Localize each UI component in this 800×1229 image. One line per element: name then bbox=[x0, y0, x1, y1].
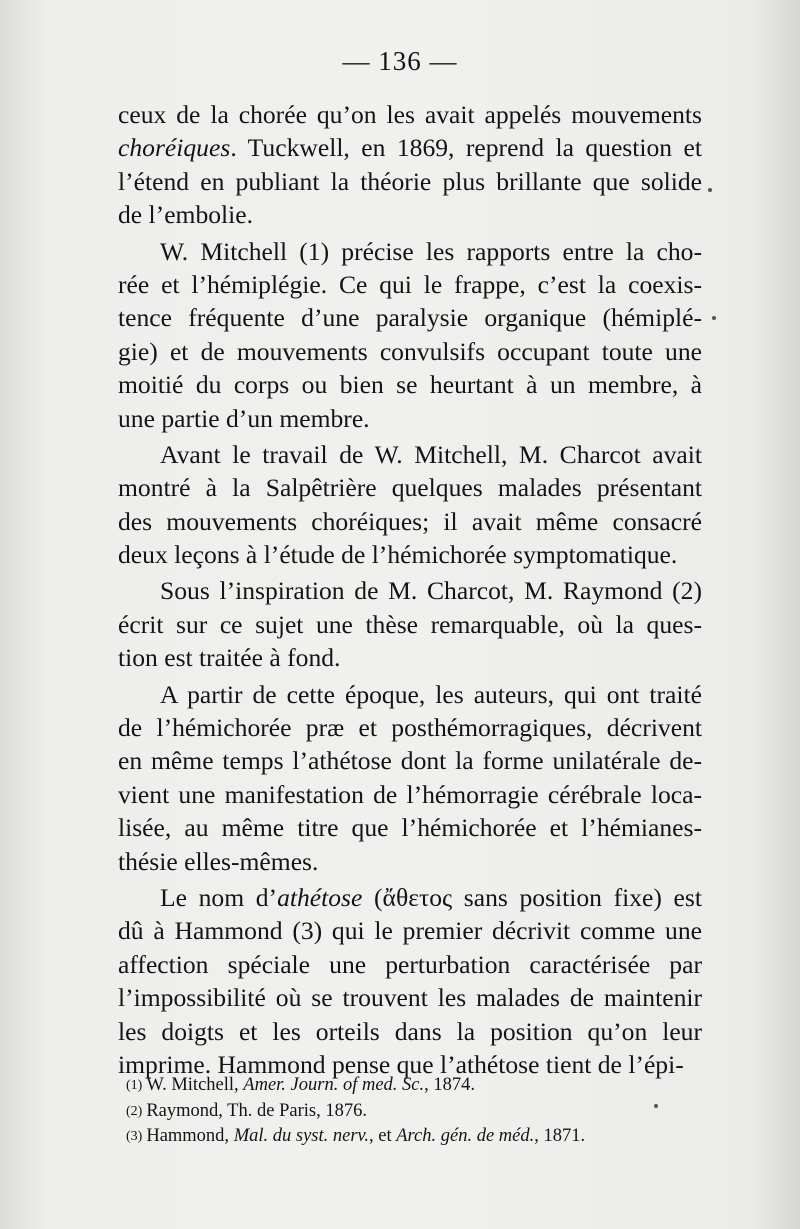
text-line: affection spéciale une perturbation caractérisée par bbox=[118, 949, 702, 979]
footnote bbox=[126, 1124, 686, 1150]
text-line: montré à la Salpêtrière quelques malades présentant bbox=[118, 473, 702, 503]
text-line: imprime. Hammond pense que l’athétose tient de l’épi- bbox=[118, 1049, 684, 1079]
text-line: thésie elles-mêmes. bbox=[118, 846, 319, 876]
footnote bbox=[126, 1073, 686, 1099]
text-line: deux leçons à l’étude de l’hémichorée symptomatique. bbox=[118, 540, 678, 570]
paragraph bbox=[118, 438, 702, 572]
paragraph bbox=[118, 235, 702, 435]
footnotes bbox=[126, 1073, 686, 1150]
footnote-text: W. Mitchell, Amer. Journ. of med. Sc., 1874. bbox=[146, 1075, 476, 1095]
text-line: Sous l’inspiration de M. Charcot, M. Raymond (2) bbox=[160, 576, 702, 606]
text-line: de l’hémichorée præ et posthémorragiques, décrivent bbox=[118, 713, 702, 743]
paragraph bbox=[118, 678, 702, 878]
text-line: de l’embolie. bbox=[118, 200, 254, 230]
footnote-number: (3) bbox=[126, 1129, 143, 1144]
text-line: moitié du corps ou bien se heurtant à un membre, à bbox=[118, 370, 702, 400]
text-line: les doigts et les orteils dans la position qu’on leur bbox=[118, 1016, 702, 1046]
text-line: Avant le travail de W. Mitchell, M. Charcot avait bbox=[160, 439, 702, 469]
text-line: Le nom d’athétose (ἄθετος sans position fixe) est bbox=[160, 882, 702, 912]
paragraph bbox=[118, 98, 702, 232]
text-line: rée et l’hémiplégie. Ce qui le frappe, c’est la coexis- bbox=[118, 269, 702, 299]
text-line: choréiques. Tuckwell, en 1869, reprend la question et bbox=[118, 133, 702, 163]
text-line: l’étend en publiant la théorie plus brillante que solide bbox=[118, 166, 702, 196]
text-line: lisée, au même titre que l’hémichorée et l’hémianes- bbox=[118, 813, 702, 843]
footnote bbox=[126, 1099, 686, 1125]
page-number: — 136 — bbox=[342, 46, 458, 76]
text-line: écrit sur ce sujet une thèse remarquable, où la ques- bbox=[118, 609, 702, 639]
text-line: tence fréquente d’une paralysie organique (hémiplé- bbox=[118, 303, 702, 333]
paragraph bbox=[118, 574, 702, 674]
text-line: dû à Hammond (3) qui le premier décrivit comme une bbox=[118, 916, 702, 946]
text-line: gie) et de mouvements convulsifs occupant toute une bbox=[118, 336, 702, 366]
text-line: ceux de la chorée qu’on les avait appelés mouvements bbox=[118, 100, 702, 129]
text-line: A partir de cette époque, les auteurs, qui ont traité bbox=[160, 679, 702, 709]
text-line: en même temps l’athétose dont la forme unilatérale de- bbox=[118, 746, 702, 776]
footnote-number: (1) bbox=[126, 1078, 143, 1093]
text-line: une partie d’un membre. bbox=[118, 403, 370, 433]
footnote-number: (2) bbox=[126, 1103, 143, 1119]
footnote-text: Hammond, Mal. du syst. nerv., et Arch. gén. de méd., 1871. bbox=[146, 1126, 586, 1146]
text-line: tion est traitée à fond. bbox=[118, 643, 341, 673]
paragraph bbox=[118, 881, 702, 1081]
text-line: vient une manifestation de l’hémorragie cérébrale loca- bbox=[118, 779, 702, 809]
text-line: W. Mitchell (1) précise les rapports entre la cho- bbox=[160, 236, 702, 266]
body-text bbox=[118, 98, 702, 1084]
text-line: des mouvements choréiques; il avait même consacré bbox=[118, 506, 702, 536]
footnote-text: Raymond, Th. de Paris, 1876. bbox=[146, 1100, 367, 1121]
text-line: l’impossibilité où se trouvent les malades de maintenir bbox=[118, 983, 702, 1013]
